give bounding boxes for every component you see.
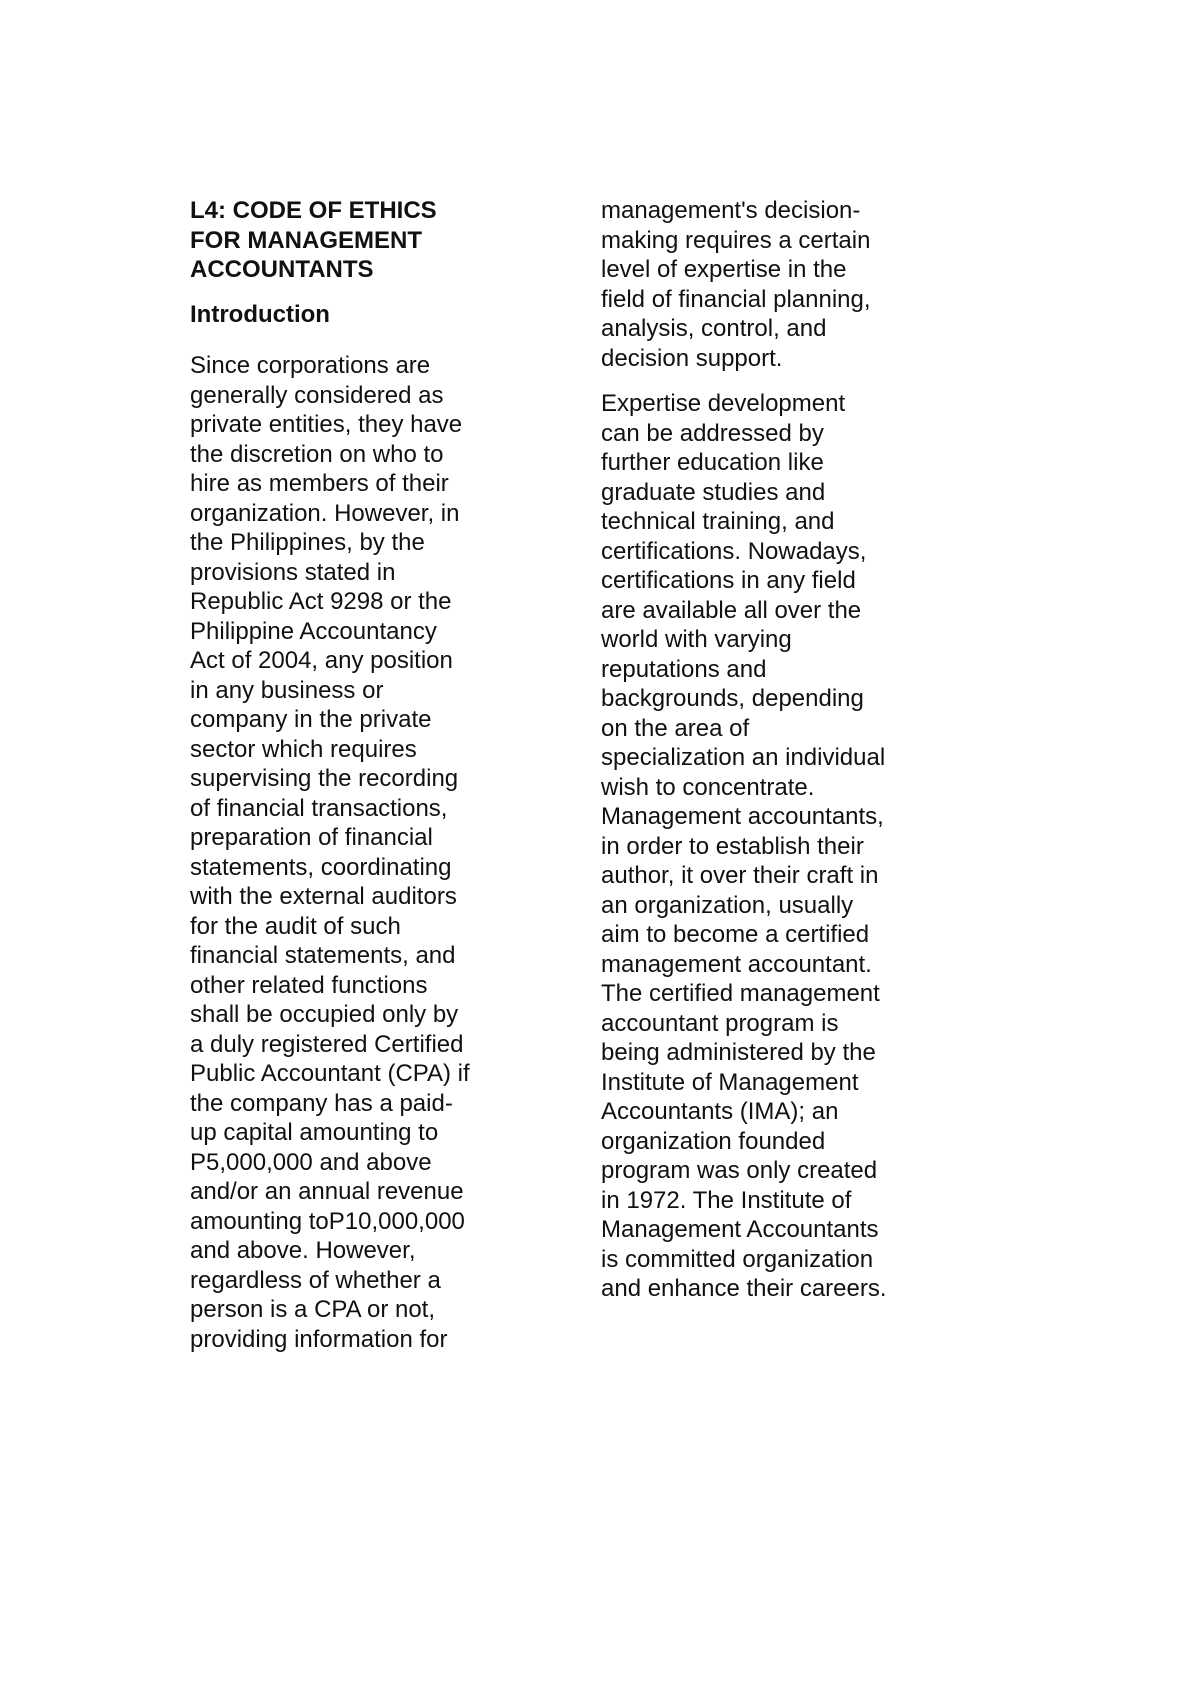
text-line: backgrounds, depending	[601, 685, 864, 712]
text-line: in any business or	[190, 676, 384, 704]
text-line: management's decision-	[601, 197, 861, 224]
text-line: a duly registered Certified	[190, 1030, 464, 1058]
text-line: Accountants (IMA); an	[601, 1098, 839, 1125]
text-line: specialization an individual	[601, 744, 886, 771]
section-heading: Introduction	[190, 301, 330, 328]
text-line: sector which requires	[190, 735, 417, 763]
text-line: an organization, usually	[601, 891, 854, 919]
text-line: regardless of whether a	[190, 1266, 441, 1294]
text-line: graduate studies and	[601, 478, 826, 506]
text-line: wish to concentrate.	[601, 773, 815, 801]
text-line: in order to establish their	[601, 832, 864, 860]
text-line: financial statements, and	[190, 942, 456, 969]
text-line: provisions stated in	[190, 558, 396, 586]
text-line: company in the private	[190, 706, 432, 733]
text-line: certifications. Nowadays,	[601, 537, 867, 565]
text-line: The certified management	[601, 980, 880, 1007]
text-line: the Philippines, by the	[190, 529, 425, 556]
text-line: can be addressed by	[601, 419, 824, 447]
text-line: Management Accountants	[601, 1216, 879, 1243]
text-line: making requires a certain	[601, 226, 871, 254]
text-line: Institute of Management	[601, 1068, 859, 1096]
text-line: Republic Act 9298 or the	[190, 588, 452, 615]
text-line: are available all over the	[601, 596, 862, 624]
text-line: the discretion on who to	[190, 440, 444, 468]
text-line: decision support.	[601, 344, 783, 372]
text-line: generally considered as	[190, 381, 444, 409]
text-line: is committed organization	[601, 1245, 874, 1273]
text-line: other related functions	[190, 971, 428, 999]
text-line: level of expertise in the	[601, 256, 847, 283]
text-line: and enhance their careers.	[601, 1275, 887, 1302]
text-line: and/or an annual revenue	[190, 1178, 464, 1205]
expertise-paragraph	[601, 389, 887, 1304]
text-line: hire as members of their	[190, 470, 449, 497]
title-line: FOR MANAGEMENT	[190, 226, 422, 254]
text-line: P5,000,000 and above	[190, 1148, 432, 1176]
text-line: field of financial planning,	[601, 285, 871, 313]
text-line: Act of 2004, any position	[190, 647, 453, 674]
text-line: the company has a paid-	[190, 1089, 453, 1117]
text-line: person is a CPA or not,	[190, 1296, 436, 1323]
text-line: being administered by the	[601, 1039, 876, 1066]
text-line: analysis, control, and	[601, 315, 827, 342]
text-line: organization. However, in	[190, 499, 460, 527]
text-line: author, it over their craft in	[601, 862, 879, 889]
text-line: further education like	[601, 449, 824, 476]
text-line: statements, coordinating	[190, 853, 452, 881]
text-line: in 1972. The Institute of	[601, 1186, 852, 1214]
text-line: with the external auditors	[190, 883, 457, 910]
text-line: shall be occupied only by	[190, 1001, 459, 1028]
title-line: L4: CODE OF ETHICS	[190, 197, 437, 224]
text-line: Since corporations are	[190, 352, 431, 379]
text-line: of financial transactions,	[190, 794, 448, 822]
intro-paragraph	[190, 351, 470, 1354]
text-line: program was only created	[601, 1157, 878, 1184]
text-line: Public Accountant (CPA) if	[190, 1060, 470, 1087]
document-title	[190, 196, 520, 285]
text-line: on the area of	[601, 714, 750, 742]
text-line: reputations and	[601, 655, 767, 683]
text-line: preparation of financial	[190, 824, 433, 851]
text-line: up capital amounting to	[190, 1119, 439, 1146]
text-line: and above. However,	[190, 1237, 416, 1264]
text-line: Expertise development	[601, 390, 846, 417]
continuation-paragraph	[601, 196, 871, 373]
text-line: amounting toP10,000,000	[190, 1207, 465, 1235]
text-line: Philippine Accountancy	[190, 617, 437, 645]
text-line: supervising the recording	[190, 765, 459, 792]
text-line: providing information for	[190, 1325, 448, 1353]
text-line: certifications in any field	[601, 567, 856, 594]
text-line: for the audit of such	[190, 912, 401, 940]
title-line: ACCOUNTANTS	[190, 256, 374, 283]
text-line: technical training, and	[601, 508, 835, 535]
text-line: Management accountants,	[601, 803, 884, 830]
text-line: aim to become a certified	[601, 921, 870, 948]
text-line: management accountant.	[601, 950, 872, 978]
text-line: world with varying	[601, 626, 792, 653]
text-line: organization founded	[601, 1127, 826, 1155]
text-line: private entities, they have	[190, 411, 463, 438]
text-line: accountant program is	[601, 1009, 839, 1037]
